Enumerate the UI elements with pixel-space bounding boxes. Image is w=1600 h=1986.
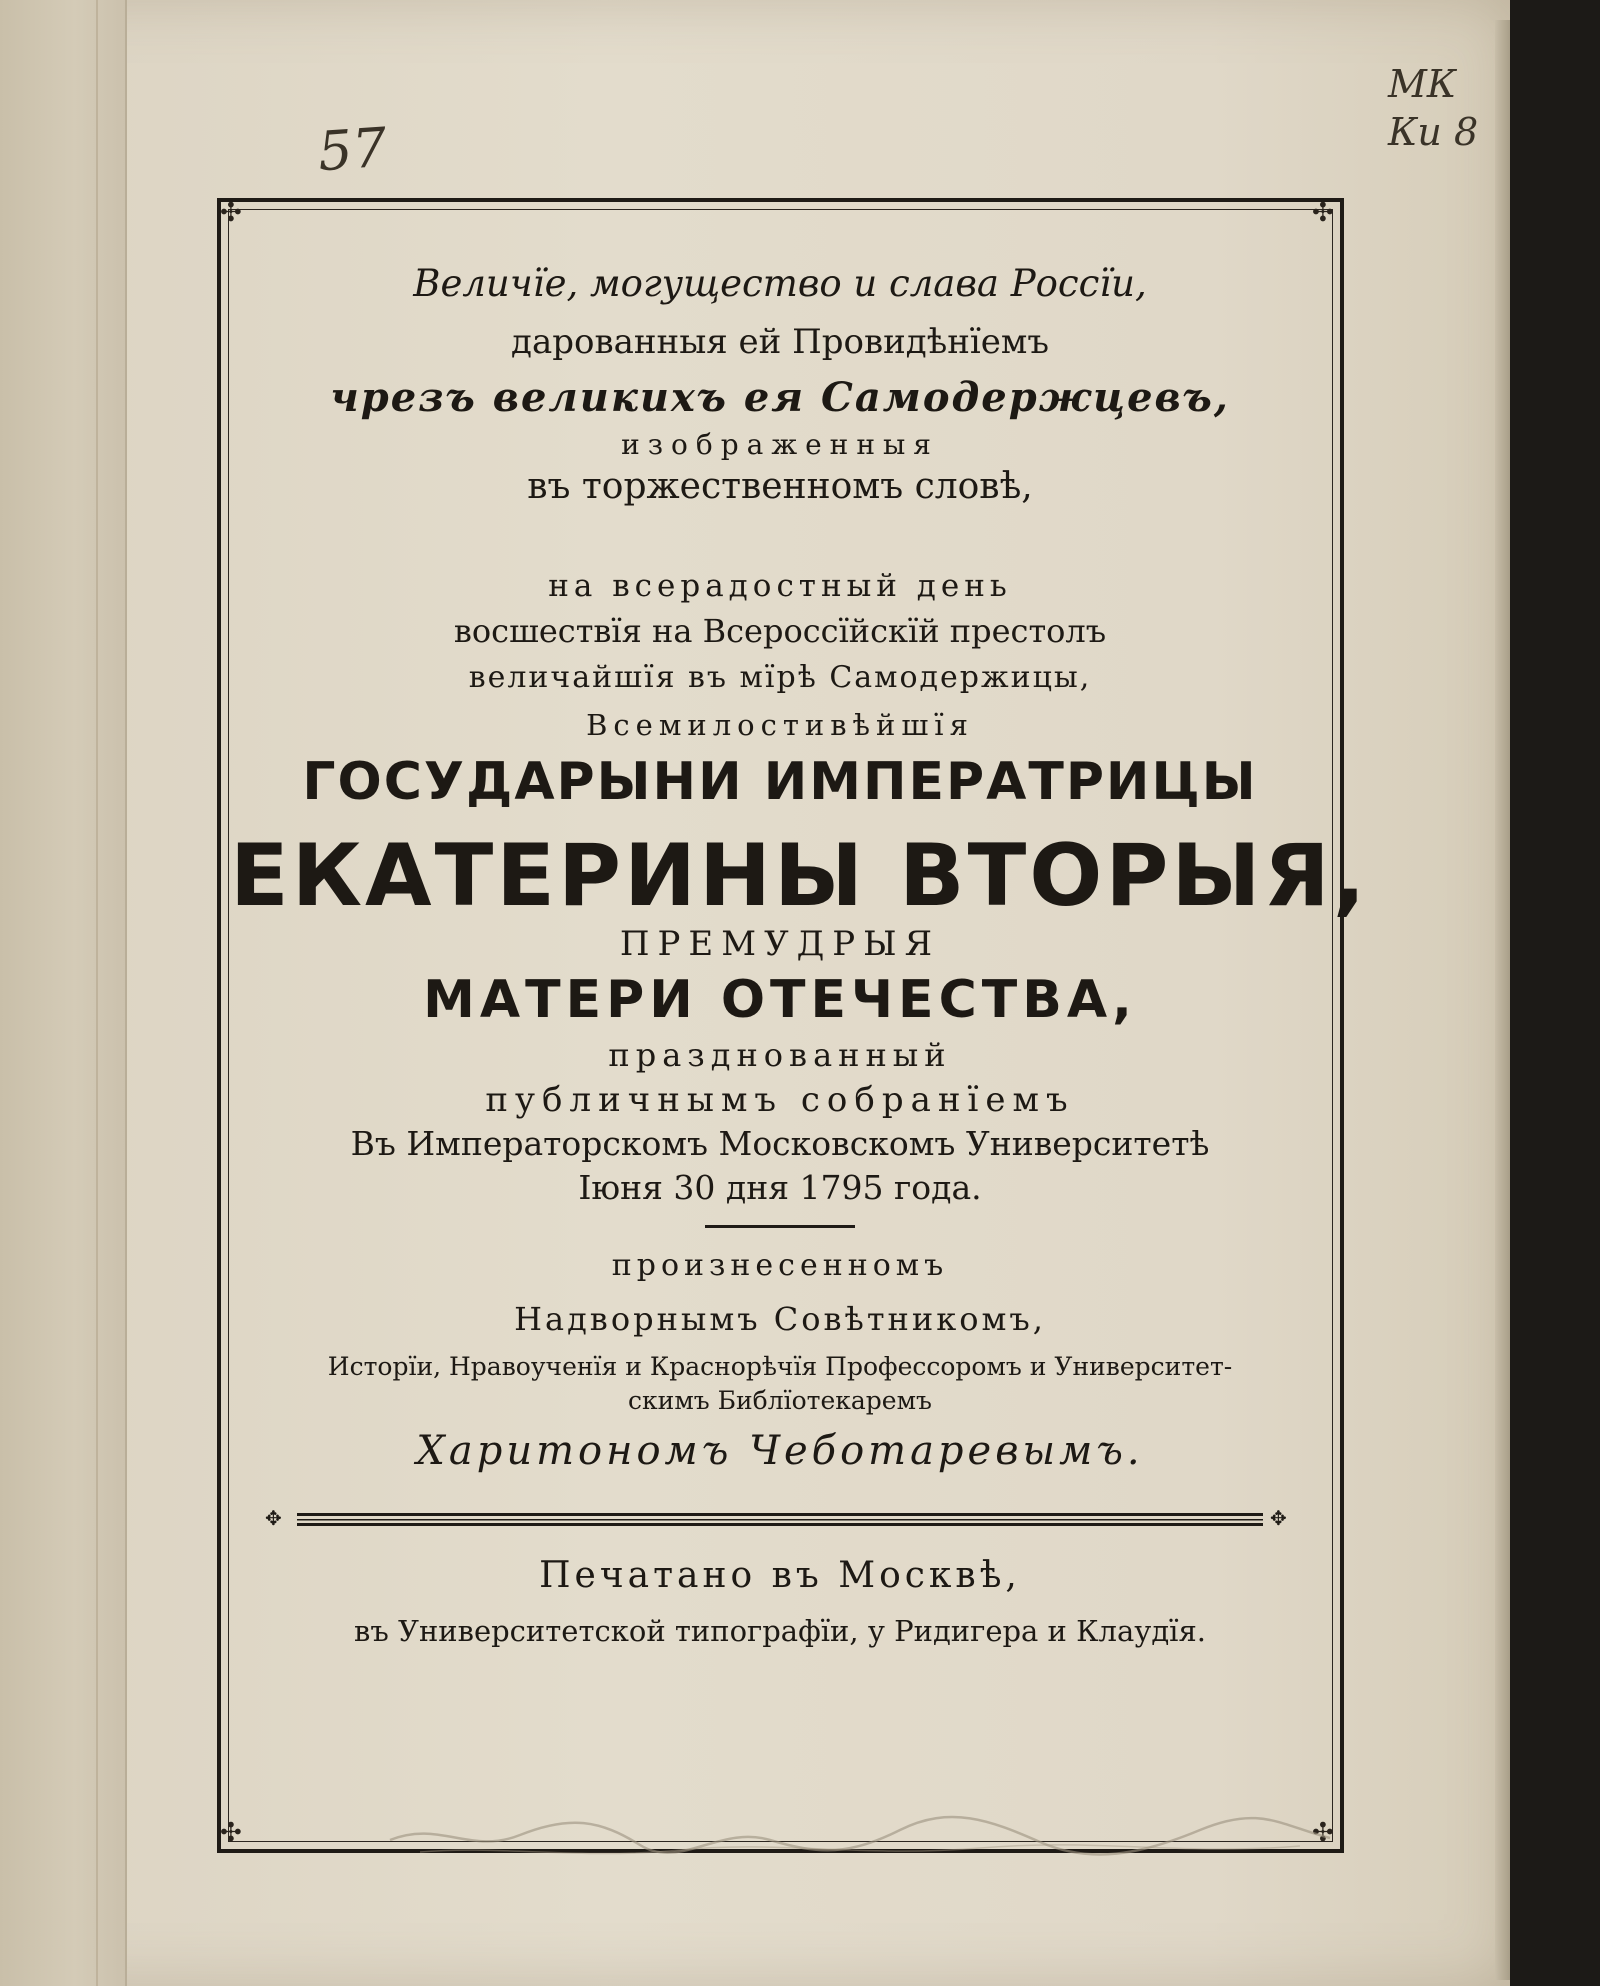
corner-ornament-icon: ✣ xyxy=(1312,1818,1334,1848)
title-line: Въ Императорскомъ Московскомъ Университетѣ xyxy=(350,1124,1210,1163)
corner-ornament-icon: ✣ xyxy=(220,1818,242,1848)
binding-fold xyxy=(96,0,98,1986)
title-line: Всемилостивѣйшїя xyxy=(586,708,974,742)
shelfmark-line-1: МК xyxy=(1388,62,1457,106)
title-line: восшествїя на Всероссїйскїй престолъ xyxy=(453,612,1107,650)
title-line: ПРЕМУДРЫЯ xyxy=(619,924,941,964)
title-line: МАТЕРИ ОТЕЧЕСТВА, xyxy=(423,970,1137,1030)
handwritten-number: 57 xyxy=(315,115,389,184)
corner-ornament-icon: ✣ xyxy=(220,198,242,228)
title-line: Надворнымъ Совѣтникомъ, xyxy=(514,1300,1046,1338)
title-line: Исторїи, Нравоученїя и Краснорѣчїя Профессоромъ и Университет- xyxy=(327,1352,1233,1381)
title-line-author: Харитономъ Чеботаревымъ. xyxy=(416,1428,1144,1474)
title-line: ГОСУДАРЫНИ ИМПЕРАТРИЦЫ xyxy=(302,752,1258,812)
title-line: на всерадостный день xyxy=(548,568,1012,604)
title-line: дарованныя ей Провидѣнїемъ xyxy=(511,322,1049,362)
title-line: скимъ Библїотекаремъ xyxy=(628,1386,932,1415)
title-line: Величїе, могущество и слава Россїи, xyxy=(413,262,1147,305)
divider-rule xyxy=(705,1225,855,1228)
svg-text:✥: ✥ xyxy=(1270,1508,1287,1530)
title-line-empress-name: ЕКАТЕРИНЫ ВТОРЫЯ, xyxy=(230,826,1369,926)
title-line: изображенныя xyxy=(621,428,939,461)
title-line: публичнымъ собранїемъ xyxy=(485,1080,1075,1120)
shelfmark-line-2: Ки 8 xyxy=(1388,110,1479,154)
title-line: величайшїя въ мїрѣ Самодержицы, xyxy=(468,660,1092,695)
page-edge xyxy=(1495,20,1510,1980)
title-line-date: Iюня 30 дня 1795 года. xyxy=(578,1168,982,1207)
imprint-line: Печатано въ Москвѣ, xyxy=(539,1555,1021,1596)
binding-strip xyxy=(0,0,127,1986)
title-line: чрезъ великихъ ея Самодержцевъ, xyxy=(330,374,1230,421)
ornamental-divider xyxy=(265,1508,1295,1530)
pencil-inscription xyxy=(380,1800,1340,1870)
corner-ornament-icon: ✣ xyxy=(1312,198,1334,228)
handwritten-shelfmark xyxy=(1388,60,1488,156)
title-line: произнесенномъ xyxy=(611,1248,949,1283)
svg-text:✥: ✥ xyxy=(265,1508,282,1530)
title-line: въ торжественномъ словѣ, xyxy=(527,466,1033,507)
title-line: празднованный xyxy=(608,1036,952,1074)
imprint-line: въ Университетской типографїи, у Ридигера и Клаудїя. xyxy=(354,1614,1206,1648)
